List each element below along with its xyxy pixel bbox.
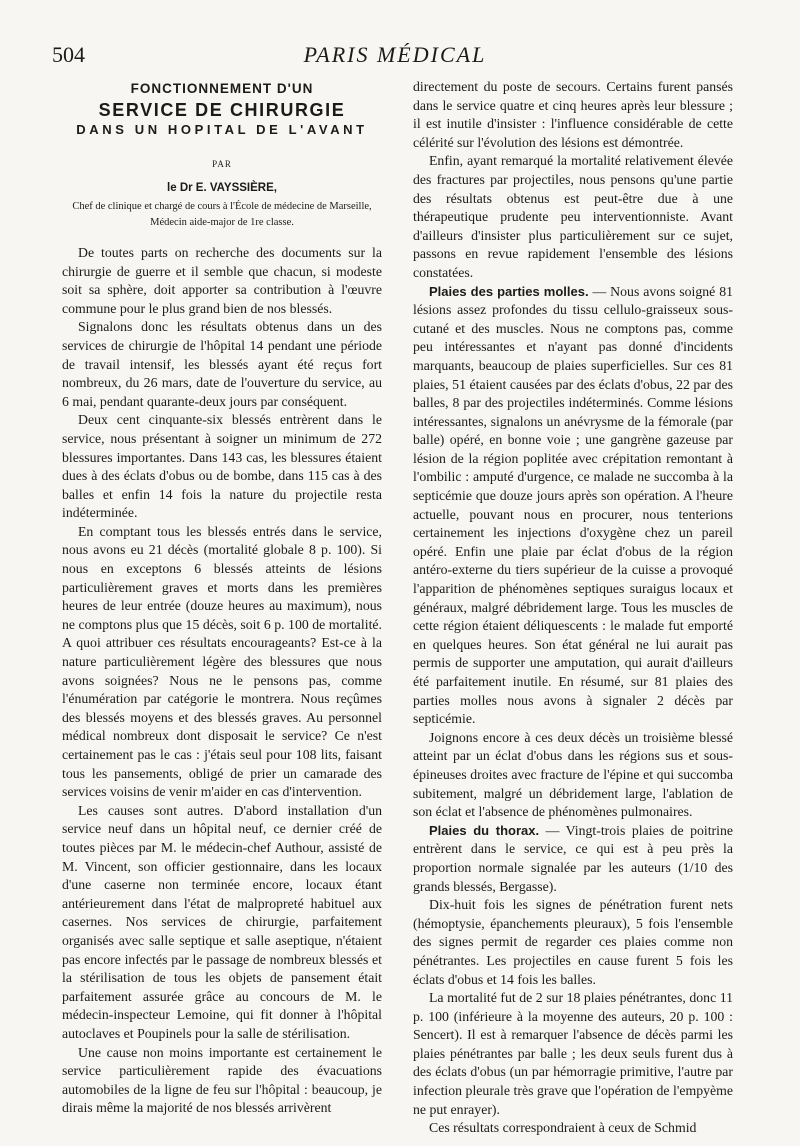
paragraph: Une cause non moins importante est certainement le service particulièrement rapide des évacuations automobiles de la ligne de feu sur l'hôpital : beaucoup, je dirais même la majorité de nos blessés arrivèrent	[62, 1044, 382, 1116]
paragraph	[413, 989, 733, 1119]
paragraph: De toutes parts on recherche des documents sur la chirurgie de guerre et il semble que chacun, si modeste soit sa sphère, doit apporter sa contribution à l'œuvre commune pour le plus grand bien de nos blessés.	[62, 244, 382, 316]
paragraph-text: Ces résultats correspondraient à ceux de Schmid	[429, 1120, 697, 1136]
section-heading-thorax: Plaies du thorax.	[429, 822, 540, 838]
paragraph-text: Enfin, ayant remarqué la mortalité relativement élevée des fractures par projectiles, nous pensons qu'une partie des résultats obtenus est peut-être due à une thérapeutique prudente peu interventionniste. Avant d'ailleurs d'insister plus particulièrement sur ce sujet, passons en revue rapidement l'ensemble des lésions constatées.	[413, 153, 733, 280]
paragraph-text: — Vingt-trois plaies de poitrine entrèrent dans le service, ce qui est à peu près la proportion normale signalée par les auteurs (1/10 des grands blessés, Bergasse).	[413, 822, 733, 894]
right-column	[413, 78, 733, 1138]
byline-par: PAR	[212, 158, 232, 169]
article-title-line-2: SERVICE DE CHIRURGIE	[98, 99, 346, 120]
paragraph-text: La mortalité fut de 2 sur 18 plaies pénétrantes, donc 11 p. 100 (inférieure à la moyenne des auteurs, 20 p. 100 : Sencert). Il est à remarquer l'absence de décès parmi les plaies pénétrantes par balle ; les deux seuls furent dus à des éclats d'obus (un par hémorragie primitive, l'autre par infection pleurale très grave que l'opération de l'empyème ne put enrayer).	[413, 990, 733, 1117]
section-heading-soft-tissue: Plaies des parties molles.	[429, 283, 589, 299]
paragraph-text: Joignons encore à ces deux décès un troisième blessé atteint par un éclat d'obus dans les régions sus et sous-épineuses droites avec fracture de l'épine et qui succomba subitement, malgré un débridement large, l'ablation de son éclat et l'absence de phénomènes pulmonaires.	[413, 729, 733, 820]
paragraph-text: Dix-huit fois les signes de pénétration furent nets (hémoptysie, épanchements pleuraux), 5 fois l'ensemble des signes permit de regarder ces plaies comme non pénétrantes. Les projectiles en cause furent 5 fois les éclats d'obus et 14 fois les balles.	[413, 897, 733, 987]
paragraph	[413, 729, 733, 822]
paragraph	[413, 896, 733, 989]
paragraph	[413, 1119, 733, 1138]
author-name: le Dr E. VAYSSIÈRE,	[167, 182, 277, 195]
paragraph: Deux cent cinquante-six blessés entrèrent dans le service, nous présentant à soigner un minimum de 272 blessures importantes. Dans 143 cas, les blessures étaient dues à des éclats d'obus ou de bombe, dans 115 cas à des balles et enfin 14 fois la nature du projectile resta indéterminée.	[62, 412, 382, 521]
paragraph	[413, 822, 733, 896]
paragraph: Les causes sont autres. D'abord installation d'un service neuf dans un hôpital neuf, ce dernier créé de toutes pièces par M. le médecin-chef Authour, assisté de M. Vincent, son officier gestionnaire, dans les locaux d'une caserne non terminée encore, locaux étant antérieurement dans l'état de malpropreté habituel aux casernes. Nos services de chirurgie, parfaitement organisés avec salle septique et salle aseptique, n'étaient pas encore infectés par le passage de nombreux blessés et la stérilisation de tous les objets de pansement était parfaitement assurée grâce au concours de M. le médecin-inspecteur Lemoine, qui fit donner à l'hôpital autoclaves et Poupinels pour la salle de stérilisation.	[62, 802, 382, 1041]
left-body	[62, 244, 382, 1118]
left-column	[62, 78, 382, 1118]
paragraph-text: — Nous avons soigné 81 lésions assez profondes du tissu cellulo-graisseux sous-cutané et des muscles. Nous ne comptons pas, comme peu intéressantes et n'ayant pas donné d'incidents marquants, beaucoup de plaies superficielles. Sur ces 81 plaies, 51 étaient causées par des éclats d'obus, 22 par des balles, 8 par des projectiles indéterminés. Comme lésions intéressantes, signalons un anévrysme de la fémorale (par balle) opéré, en bonne voie ; une gangrène gazeuse par lésion de la région poplitée avec crépitation remontant à l'ombilic : amputé d'urgence, ce malade ne succomba à la septicémie que douze jours après son opération. A l'heure actuelle, pouvant nous en procurer, nous tenterions certainement les injections d'oxygène chez un pareil opéré. Enfin une plaie par éclat d'obus de la région antéro-externe du tiers supérieur de la cuisse a provoqué l'apparition de phénomènes septiques suraigus locaux et généraux, malgré débridement large. Tous les muscles de cette région étaient déliquescents : le malade fut emporté en quelques heures. Son état général ne lui aurait pas permis de supporter une amputation, qui aurait d'ailleurs été parfaitement inutile. En résumé, sur 81 plaies des parties molles nous avons à signaler 2 décès par septicémie.	[413, 283, 733, 727]
page-header	[52, 42, 738, 72]
author-affiliation-1: Chef de clinique et chargé de cours à l'École de médecine de Marseille,	[72, 200, 372, 212]
page-number: 504	[52, 42, 85, 67]
author-affiliation-2: Médecin aide-major de 1re classe.	[150, 216, 294, 228]
article-title-line-1: FONCTIONNEMENT D'UN	[130, 81, 314, 96]
paragraph: En comptant tous les blessés entrés dans le service, nous avons eu 21 décès (mortalité globale 8 p. 100). Si nous en exceptons 6 blessés atteints de lésions particulièrement graves et morts dans les premières heures de leur entrée (douze heures au maximum), nous ne comptons plus que 15 décès, soit 6 p. 100 de mortalité. A quoi attribuer ces résultats encourageants? Est-ce à la nature particulièrement légère des blessures que nous avons soignées? Nous ne le pensons pas, comme l'énumération par catégorie le montrera. Nous reçûmes des blessés moyens et des blessés graves. Au personnel médical nombreux dont disposait le service? Ce n'est certainement pas le cas : j'étais seul pour 108 lits, faisant tous les pansements, obligé de prier un camarade des services voisins de venir m'aider en cas d'intervention.	[62, 523, 382, 800]
running-title: PARIS MÉDICAL	[303, 42, 487, 67]
paragraph-text: directement du poste de secours. Certains furent pansés dans le service quatre et cinq heures après leur blessure ; il est inutile d'insister : l'influence considérable de cette célérité sur l'évolution des lésions est démontrée.	[413, 79, 733, 150]
article-title-line-3: DANS UN HOPITAL DE L'AVANT	[76, 122, 368, 138]
article-title-block	[62, 80, 382, 230]
paragraph	[413, 78, 733, 152]
paragraph: Signalons donc les résultats obtenus dans un des services de chirurgie de l'hôpital 14 pendant une période de travail intensif, les blessés ayant été reçus fort nombreux, du 26 mars, date de l'ouverture du service, au 6 mai, pendant quarante-deux jours par conséquent.	[62, 319, 382, 409]
paragraph	[413, 152, 733, 282]
paragraph	[413, 283, 733, 729]
